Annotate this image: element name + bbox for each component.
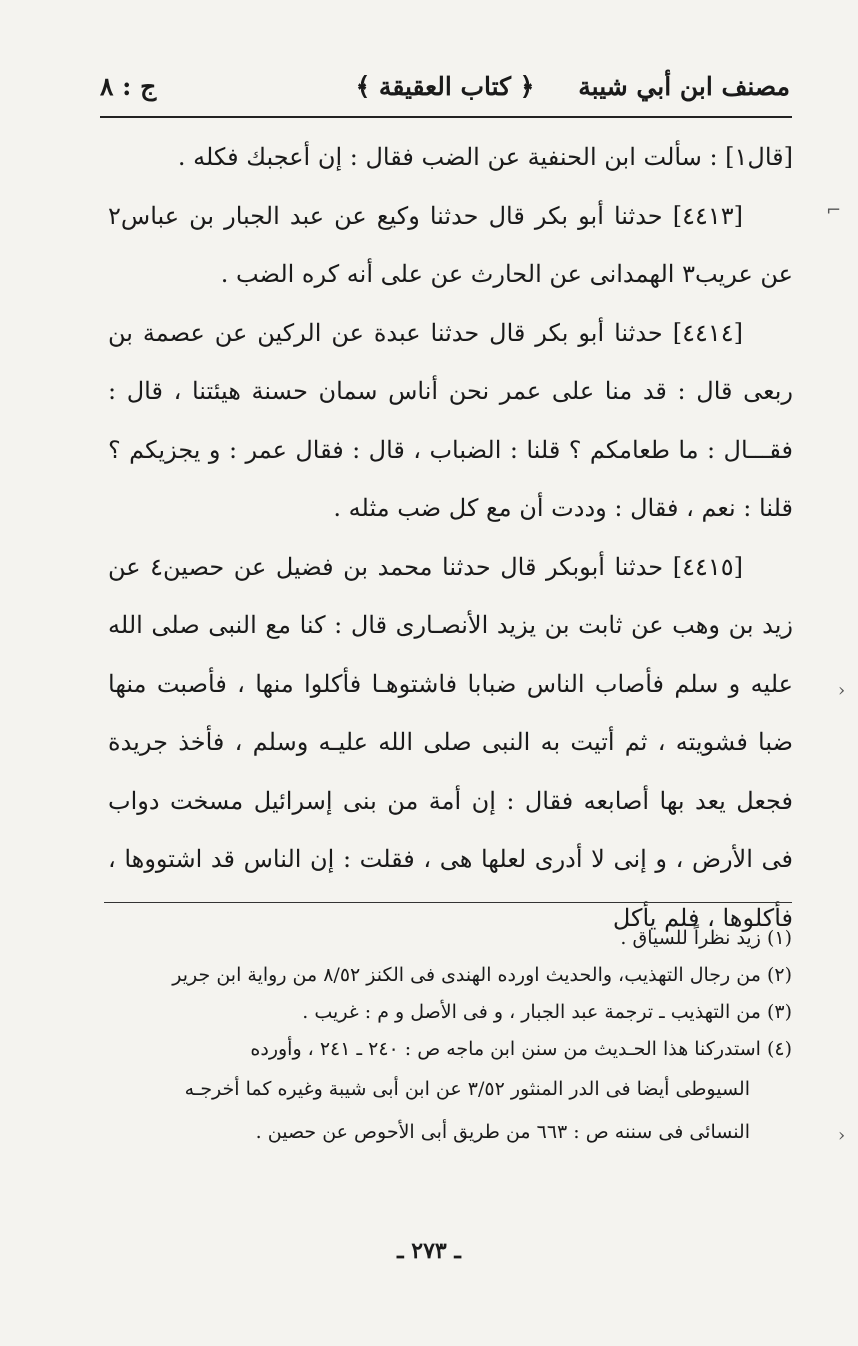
footnote-divider xyxy=(104,902,792,903)
header-divider xyxy=(100,116,792,118)
margin-mark-icon: ⌐ xyxy=(826,200,842,221)
page-number: ـ ٢٧٣ ـ xyxy=(397,1238,461,1264)
volume-number: ج : ٨ xyxy=(100,72,157,101)
paragraph: [قال١] : سألت ابن الحنفية عن الضب فقال : إن أعجبك فكله . xyxy=(177,143,793,171)
footnote-continuation: السيوطى أيضا فى الدر المنثور ٣/٥٢ عن ابن أبى شيبة وغيره كما أخرجـه xyxy=(184,1078,750,1100)
margin-mark-icon: › xyxy=(838,1125,846,1146)
footnotes xyxy=(104,920,792,1154)
main-text xyxy=(108,128,793,947)
footnote: (٢) من رجال التهذيب، والحديث اورده الهندى فى الكنز ٨/٥٢ من رواية ابن جرير xyxy=(172,964,792,986)
paragraph: [٤٤١٥] حدثنا أبوبكر قال حدثنا محمد بن فضيل عن حصين٤ عن زيد بن وهب عن ثابت بن يزيد الأنصـارى قال : كنا مع النبى صلى الله عليه و سلم فأصاب الناس ضبابا فاشتوهـا فأكلوا منها ، فأصبت منها ضبا فشويته ، ثم أتيت به النبى صلى الله عليـه وسلم ، فأخذ جريدة فجعل يعد بها أصابعه فقال : إن أمة من بنى إسرائيل مسخت دواب فى الأرض ، و إنى لا أدرى لعلها هى ، فقلت : إن الناس قد اشتووها ، فأكلوها ، فلم يأكل xyxy=(108,552,793,932)
footnote: (٤) استدركنا هذا الحـديث من سنن ابن ماجه ص : ٢٤٠ ـ ٢٤١ ، وأورده xyxy=(250,1038,792,1060)
book-title: مصنف ابن أبي شيبة xyxy=(578,72,790,101)
paragraph: [٤٤١٣] حدثنا أبو بكر قال حدثنا وكيع عن عبد الجبار بن عباس٢ عن عريب٣ الهمدانى عن الحارث عن على أنه كره الضب . xyxy=(108,201,793,288)
margin-mark-icon: › xyxy=(838,680,846,701)
footnote-continuation: النسائى فى سننه ص : ٦٦٣ من طريق أبى الأحوص عن حصين . xyxy=(255,1121,750,1143)
paragraph: [٤٤١٤] حدثنا أبو بكر قال حدثنا عبدة عن الركين عن عصمة بن ربعى قال : قد منا على عمر نحن أناس سمان حسنة هيئتنا ، قال : فقـــال : ما طعامكم ؟ قلنا : الضباب ، قال : فقال عمر : و يجزيكم ؟ قلنا : نعم ، فقال : وددت أن مع كل ضب مثله . xyxy=(108,318,793,522)
chapter-title: ﴿ كتاب العقيقة ﴾ xyxy=(355,72,535,101)
footnote: (٣) من التهذيب ـ ترجمة عبد الجبار ، و فى الأصل و م : غريب . xyxy=(302,1001,792,1023)
footnote: (١) زيد نظراً للسياق . xyxy=(620,927,792,949)
page-header xyxy=(100,64,790,114)
